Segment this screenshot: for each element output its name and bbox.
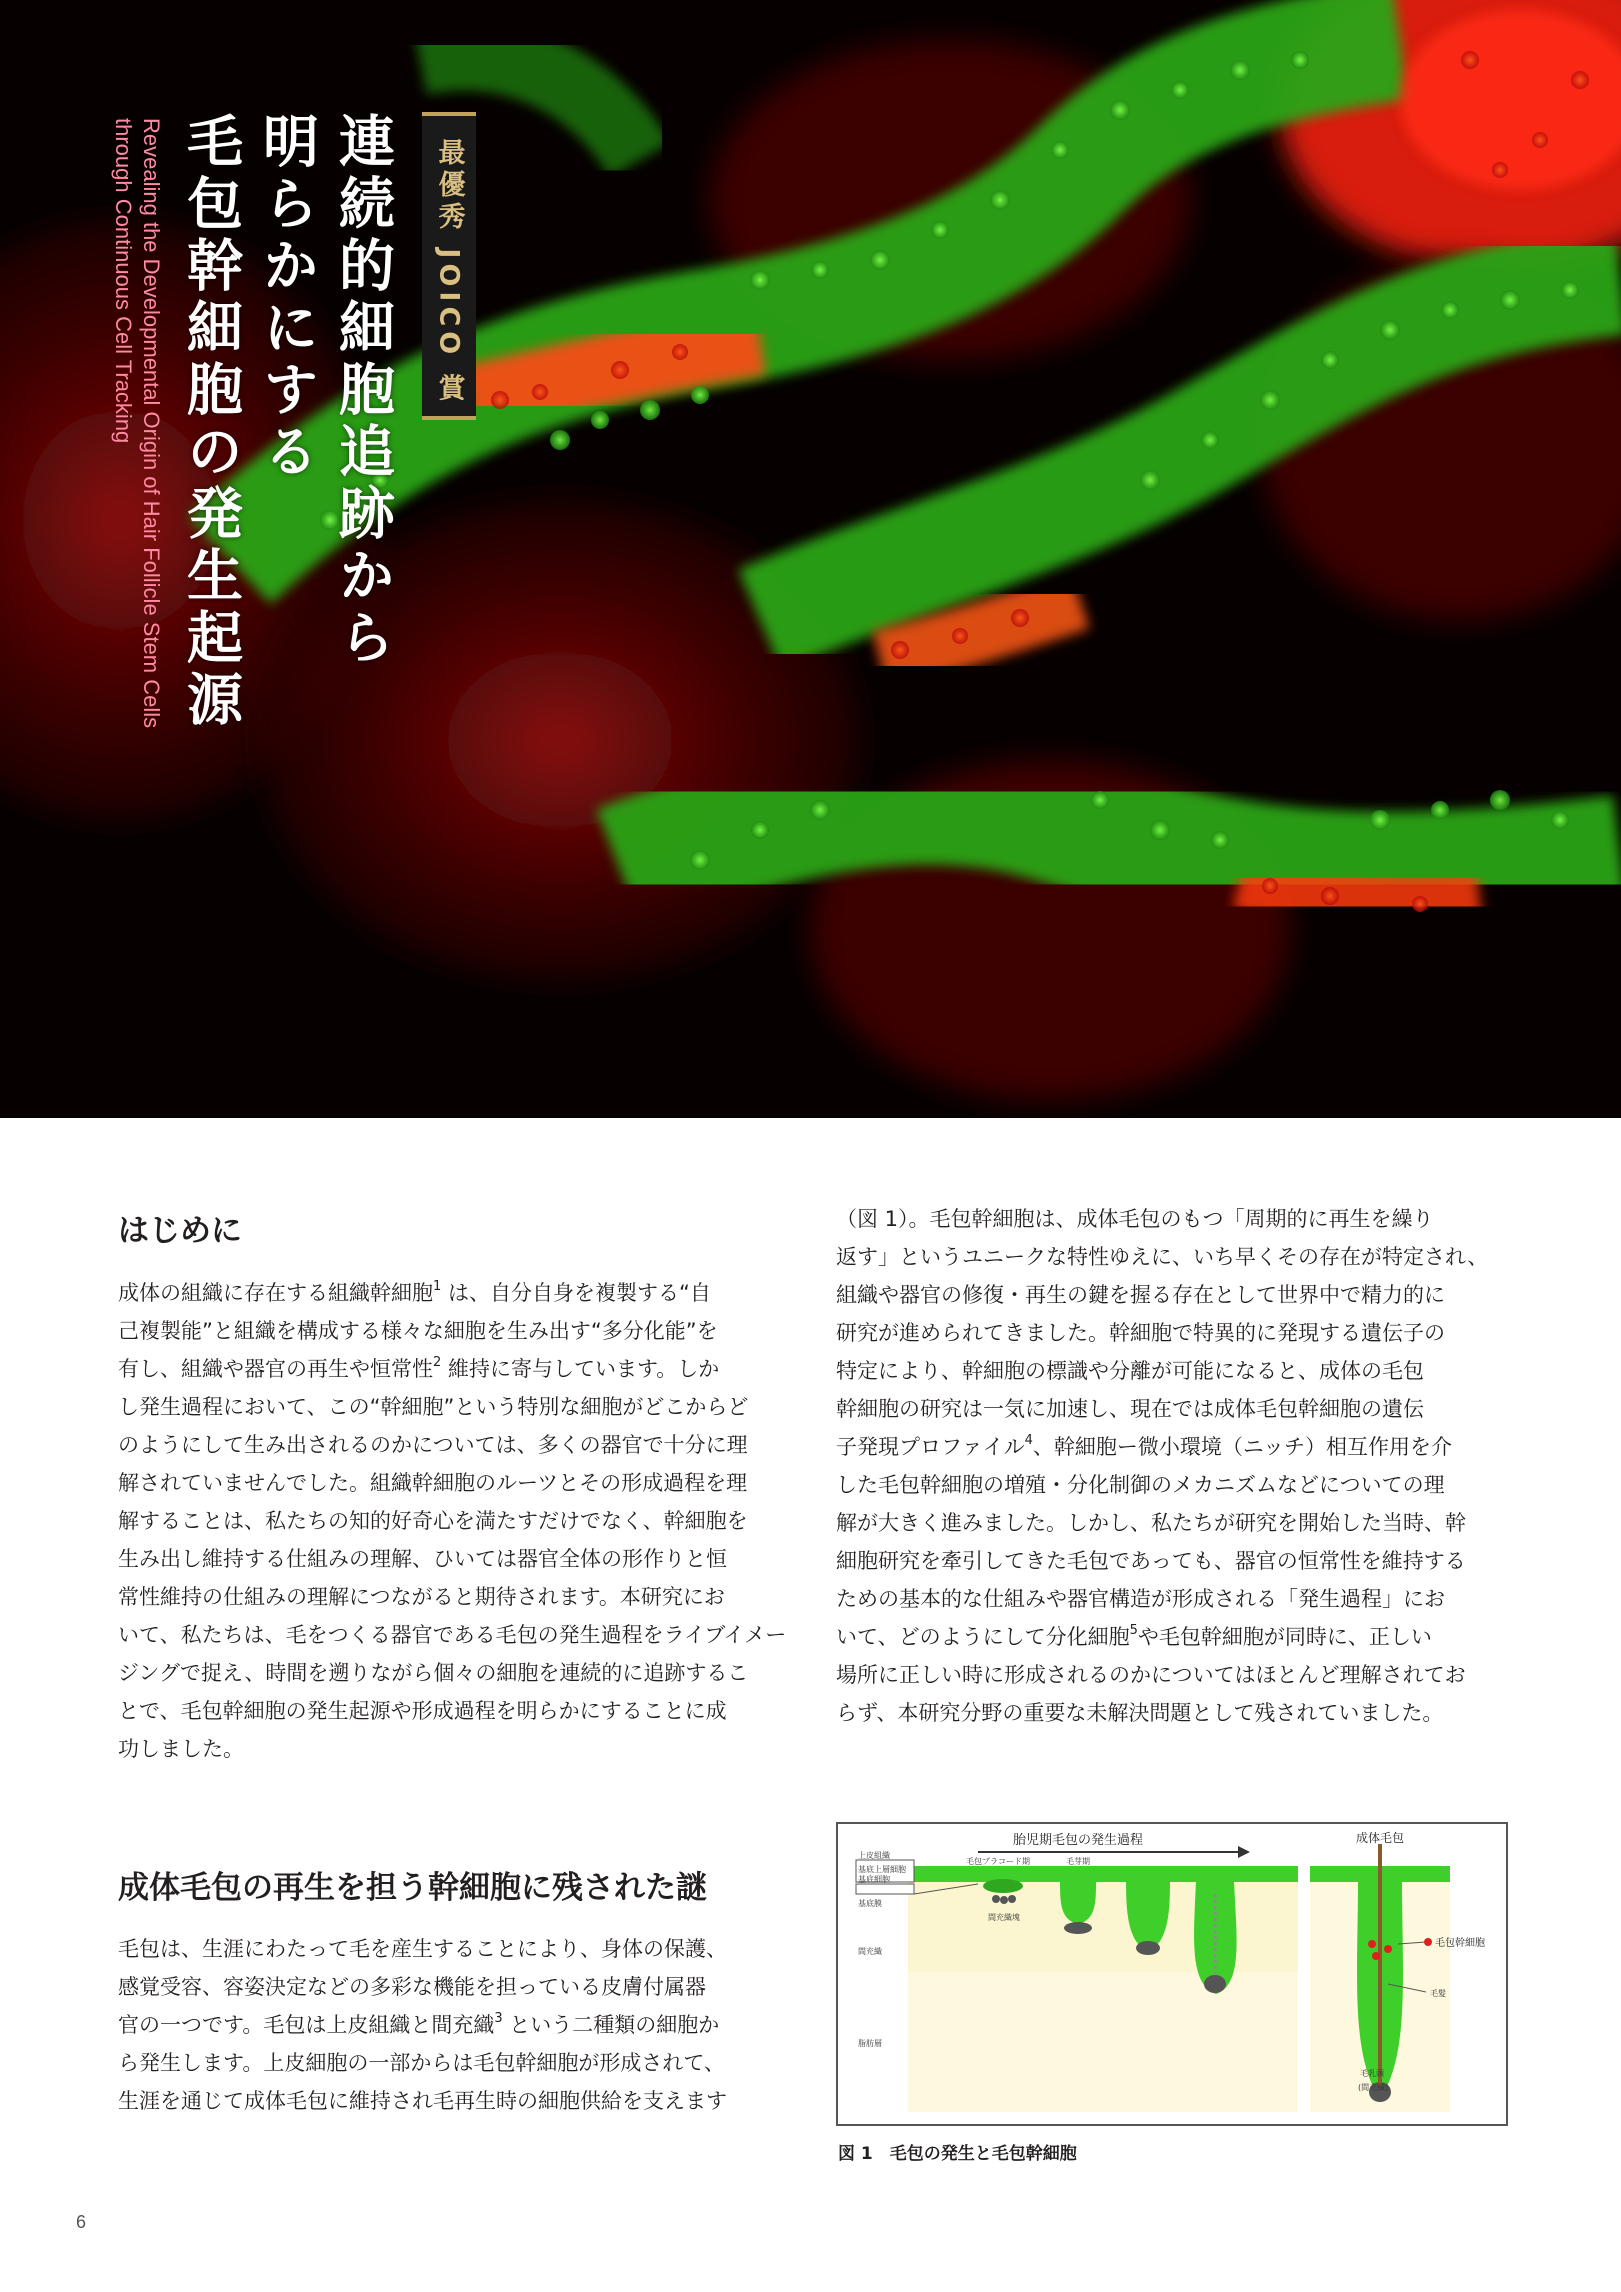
text-fragment: 維持に寄与しています。しか [447,1357,720,1381]
footnote-ref: 5 [1129,1623,1138,1638]
stage-label-placode: 毛包プラコード期 [966,1857,1030,1866]
text-line: （図 1）。毛包幹細胞は、成体毛包のもつ「周期的に再生を繰り [836,1207,1434,1231]
adult-label-mesenchyme-note: (間充織) [1358,2083,1389,2092]
text-line: とで、毛包幹細胞の発生起源や形成過程を明らかにすることに成 [118,1699,727,1723]
text-line: 生み出し維持する仕組みの理解、ひいては器官全体の形作りと恒 [118,1547,727,1571]
footnote-ref: 4 [1024,1433,1033,1448]
text-line: ジングで捉え、時間を遡りながら個々の細胞を連続的に追跡するこ [118,1661,749,1685]
text-fragment: や毛包幹細胞が同時に、正しい [1137,1625,1432,1649]
intro-heading: はじめに [118,1213,242,1249]
text-line: 場所に正しい時に形成されるのかについてはほとんど理解されてお [836,1663,1466,1687]
fat-layer [908,1972,1298,2112]
intro-paragraph [118,1274,798,1768]
layer-label-epithelium: 上皮組織 [858,1851,890,1860]
text-line: 生涯を通じて成体毛包に維持され毛再生時の細胞供給を支えます [118,2089,727,2113]
stage-label-condensate: 間充織塊 [988,1913,1020,1922]
text-line [118,2006,798,2044]
epidermis-band [908,1866,1298,1882]
title-line-1: 連続的細胞追跡から [330,112,395,670]
text-line [836,1618,1516,1656]
text-line: 感覚受容、容姿決定などの多彩な機能を担っている皮膚付属器 [118,1975,706,1999]
award-badge-text: 最優秀 JOICO 賞 [433,138,465,406]
text-line: ための基本的な仕組みや器官構造が形成される「発生過程」にお [836,1587,1445,1611]
text-fragment: 、幹細胞ー微小環境（ニッチ）相互作用を介 [1032,1435,1453,1459]
english-subtitle-line-2: through Continuous Cell Tracking [111,118,136,444]
text-line: 研究が進められてきました。幹細胞で特異的に発現する遺伝子の [836,1321,1445,1345]
text-line: 解することは、私たちの知的好奇心を満たすだけでなく、幹細胞を [118,1509,748,1533]
english-subtitle-line-1: Revealing the Developmental Origin of Hair Follicle Stem Cells [139,118,164,729]
text-line: し発生過程において、この“幹細胞”という特別な細胞がどこからど [118,1395,749,1419]
stage-label-hair-germ: 毛芽期 [1066,1857,1090,1866]
text-line: 組織や器官の修復・再生の鍵を握る存在として世界中で精力的に [836,1283,1445,1307]
text-line: ら発生します。上皮細胞の一部からは毛包幹細胞が形成されて、 [118,2051,725,2075]
layer-label-suprabasal: 基底上層細胞 [858,1865,906,1874]
layer-label-basement-membrane: 基底膜 [858,1899,882,1908]
text-line: 毛包は、生涯にわたって毛を産生することにより、身体の保護、 [118,1937,727,1961]
layer-label-mesenchyme: 間充織 [858,1947,882,1956]
figure-1-diagram [836,1822,1508,2126]
title-line-2: 明らかにする [254,112,319,484]
text-fragment: という二種類の細胞か [509,2013,720,2037]
text-line: らず、本研究分野の重要な未解決問題として残されていました。 [836,1701,1444,1725]
diagram-adult-label: 成体毛包 [1355,1831,1405,1845]
figure-caption: 図 1 毛包の発生と毛包幹細胞 [838,2144,1077,2164]
text-fragment: 成体の組織に存在する組織幹細胞 [118,1281,433,1305]
footnote-ref: 2 [433,1355,442,1370]
text-fragment: 官の一つです。毛包は上皮組織と間充織 [118,2013,495,2037]
text-line [118,1350,798,1388]
adult-label-stem-cell: 毛包幹細胞 [1435,1938,1485,1949]
text-line: 細胞研究を牽引してきた毛包であっても、器官の恒常性を維持する [836,1549,1466,1573]
right-column-paragraph [836,1200,1516,1732]
mesenchyme-layer [908,1882,1298,1972]
adult-label-papilla: 毛乳頭 [1360,2069,1384,2078]
text-line: いて、私たちは、毛をつくる器官である毛包の発生過程をライブイメー [118,1623,787,1647]
hair-follicle-development-diagram [838,1824,1508,2126]
text-line: のようにして生み出されるのかについては、多くの器官で十分に理 [118,1433,748,1457]
section2-heading: 成体毛包の再生を担う幹細胞に残された謎 [118,1870,707,1906]
layer-label-fat: 脂肪層 [858,2039,882,2048]
text-line: 特定により、幹細胞の標識や分離が可能になると、成体の毛包 [836,1359,1424,1383]
page-number: 6 [76,2212,87,2232]
text-fragment: 子発現プロファイル [836,1435,1025,1459]
text-fragment: 有し、組織や器官の再生や恒常性 [118,1357,433,1381]
text-fragment: は、自分自身を複製する“自 [447,1281,711,1305]
title-line-3: 毛包幹細胞の発生起源 [178,112,243,732]
layer-label-basal: 基底細胞 [858,1875,890,1884]
text-line [836,1428,1516,1466]
text-fragment: いて、どのようにして分化細胞 [836,1625,1130,1649]
text-line: 返す」というユニークな特性ゆえに、いち早くその存在が特定され、 [836,1245,1489,1269]
text-line: 功しました。 [118,1737,244,1761]
award-badge [422,112,476,420]
footnote-ref: 3 [494,2011,503,2026]
text-line [118,1274,798,1312]
placode-shape [983,1879,1023,1893]
hero-microscopy-image [0,0,1621,1118]
text-line: 解されていませんでした。組織幹細胞のルーツとその形成過程を理 [118,1471,748,1495]
section2-paragraph [118,1930,798,2120]
text-line: 己複製能”と組織を構成する様々な細胞を生み出す“多分化能”を [118,1319,718,1343]
text-line: 常性維持の仕組みの理解につながると期待されます。本研究にお [118,1585,725,1609]
text-line: 幹細胞の研究は一気に加速し、現在では成体毛包幹細胞の遺伝 [836,1397,1424,1421]
text-line: 解が大きく進みました。しかし、私たちが研究を開始した当時、幹 [836,1511,1466,1535]
adult-label-hair: 毛髪 [1430,1989,1446,1998]
diagram-top-label: 胎児期毛包の発生過程 [1012,1833,1144,1848]
footnote-ref: 1 [433,1279,442,1294]
fluorescence-cells-illustration [0,0,1621,1118]
text-line: した毛包幹細胞の増殖・分化制御のメカニズムなどについての理 [836,1473,1445,1497]
